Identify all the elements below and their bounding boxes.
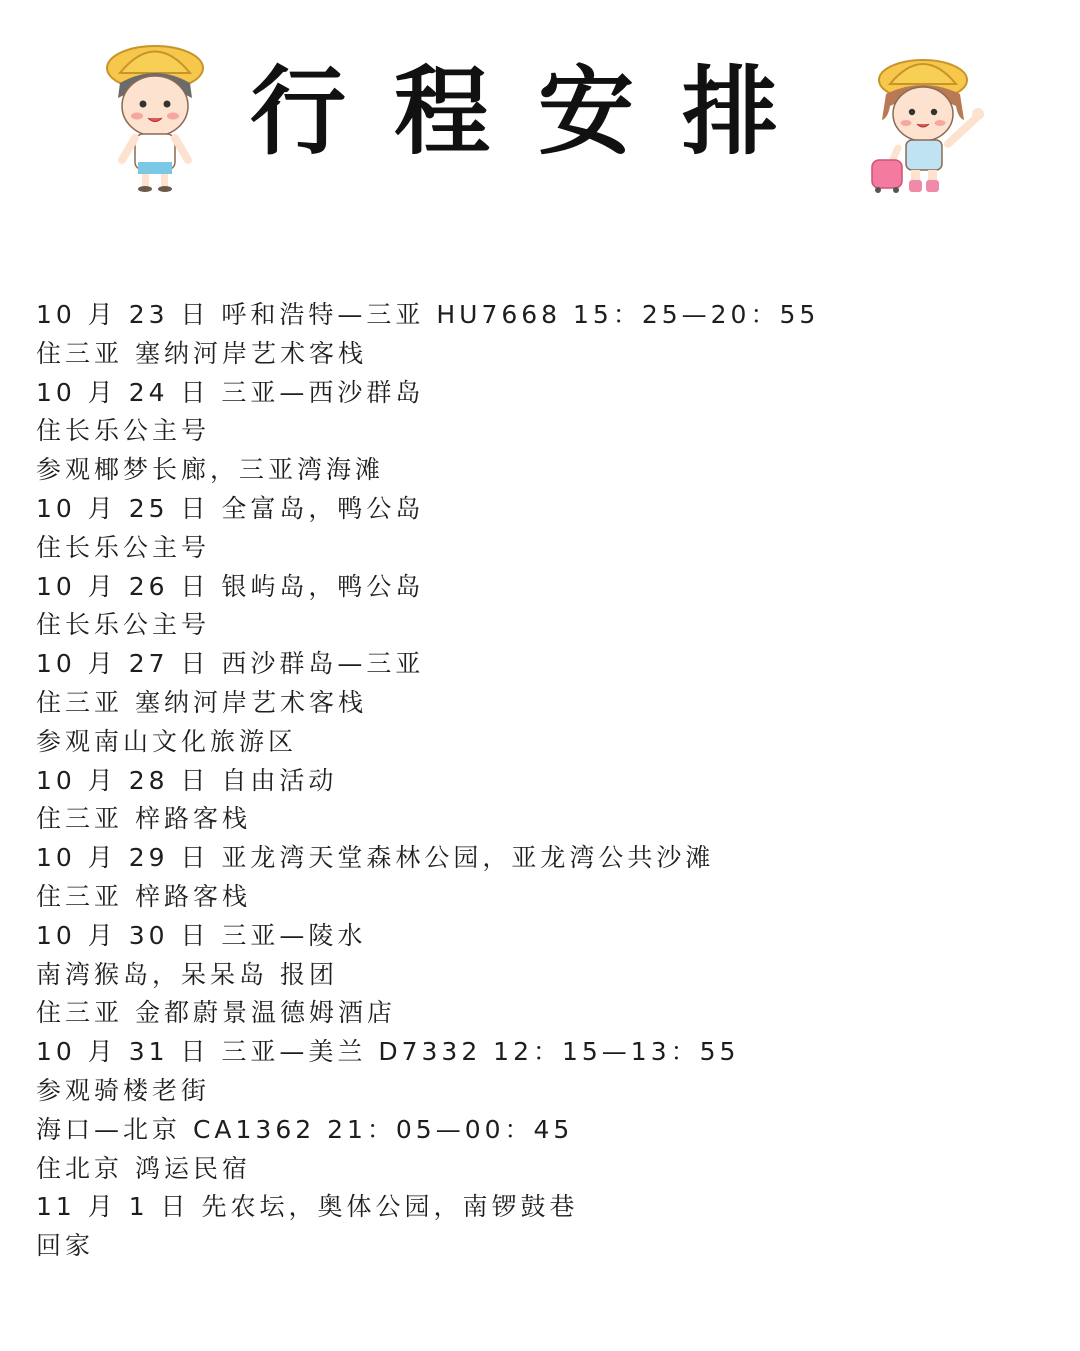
- itinerary-line: 10 月 31 日 三亚—美兰 D7332 12：15—13：55: [36, 1037, 740, 1067]
- itinerary-list: [36, 296, 1046, 1266]
- itinerary-line: 住长乐公主号: [36, 416, 211, 446]
- itinerary-line: 住长乐公主号: [36, 610, 211, 640]
- itinerary-line: 10 月 30 日 三亚—陵水: [36, 920, 367, 950]
- itinerary-line: 住三亚 金都蔚景温德姆酒店: [36, 998, 396, 1028]
- itinerary-line: 住三亚 塞纳河岸艺术客栈: [36, 687, 367, 717]
- page-title: 行程安排: [250, 56, 826, 168]
- itinerary-line: 海口—北京 CA1362 21：05—00：45: [36, 1114, 574, 1144]
- itinerary-line: 10 月 23 日 呼和浩特—三亚 HU7668 15：25—20：55: [36, 300, 820, 329]
- header: [0, 0, 1080, 210]
- boy-with-hat-icon: [100, 38, 210, 193]
- itinerary-line: 10 月 25 日 全富岛，鸭公岛: [36, 493, 425, 523]
- itinerary-line: 住北京 鸿运民宿: [36, 1153, 251, 1183]
- itinerary-line: 10 月 29 日 亚龙湾天堂森林公园，亚龙湾公共沙滩: [36, 843, 715, 873]
- itinerary-line: 11 月 1 日 先农坛，奥体公园，南锣鼓巷: [36, 1192, 579, 1222]
- itinerary-line: 住三亚 梓路客栈: [36, 804, 251, 834]
- itinerary-line: 10 月 28 日 自由活动: [36, 765, 338, 795]
- itinerary-line: 住三亚 塞纳河岸艺术客栈: [36, 338, 367, 368]
- itinerary-line: 10 月 26 日 银屿岛，鸭公岛: [36, 571, 425, 601]
- itinerary-line: 10 月 27 日 西沙群岛—三亚: [36, 649, 425, 679]
- itinerary-line: 10 月 24 日 三亚—西沙群岛: [36, 377, 425, 407]
- itinerary-line: 参观椰梦长廊，三亚湾海滩: [36, 455, 385, 485]
- itinerary-line: 住长乐公主号: [36, 532, 211, 562]
- itinerary-line: 回家: [36, 1231, 95, 1261]
- itinerary-line: 参观骑楼老街: [36, 1075, 211, 1105]
- girl-with-suitcase-icon: [868, 48, 993, 196]
- itinerary-line: 南湾猴岛，呆呆岛 报团: [36, 959, 338, 989]
- itinerary-line: 参观南山文化旅游区: [36, 726, 298, 756]
- itinerary-line: 住三亚 梓路客栈: [36, 881, 251, 911]
